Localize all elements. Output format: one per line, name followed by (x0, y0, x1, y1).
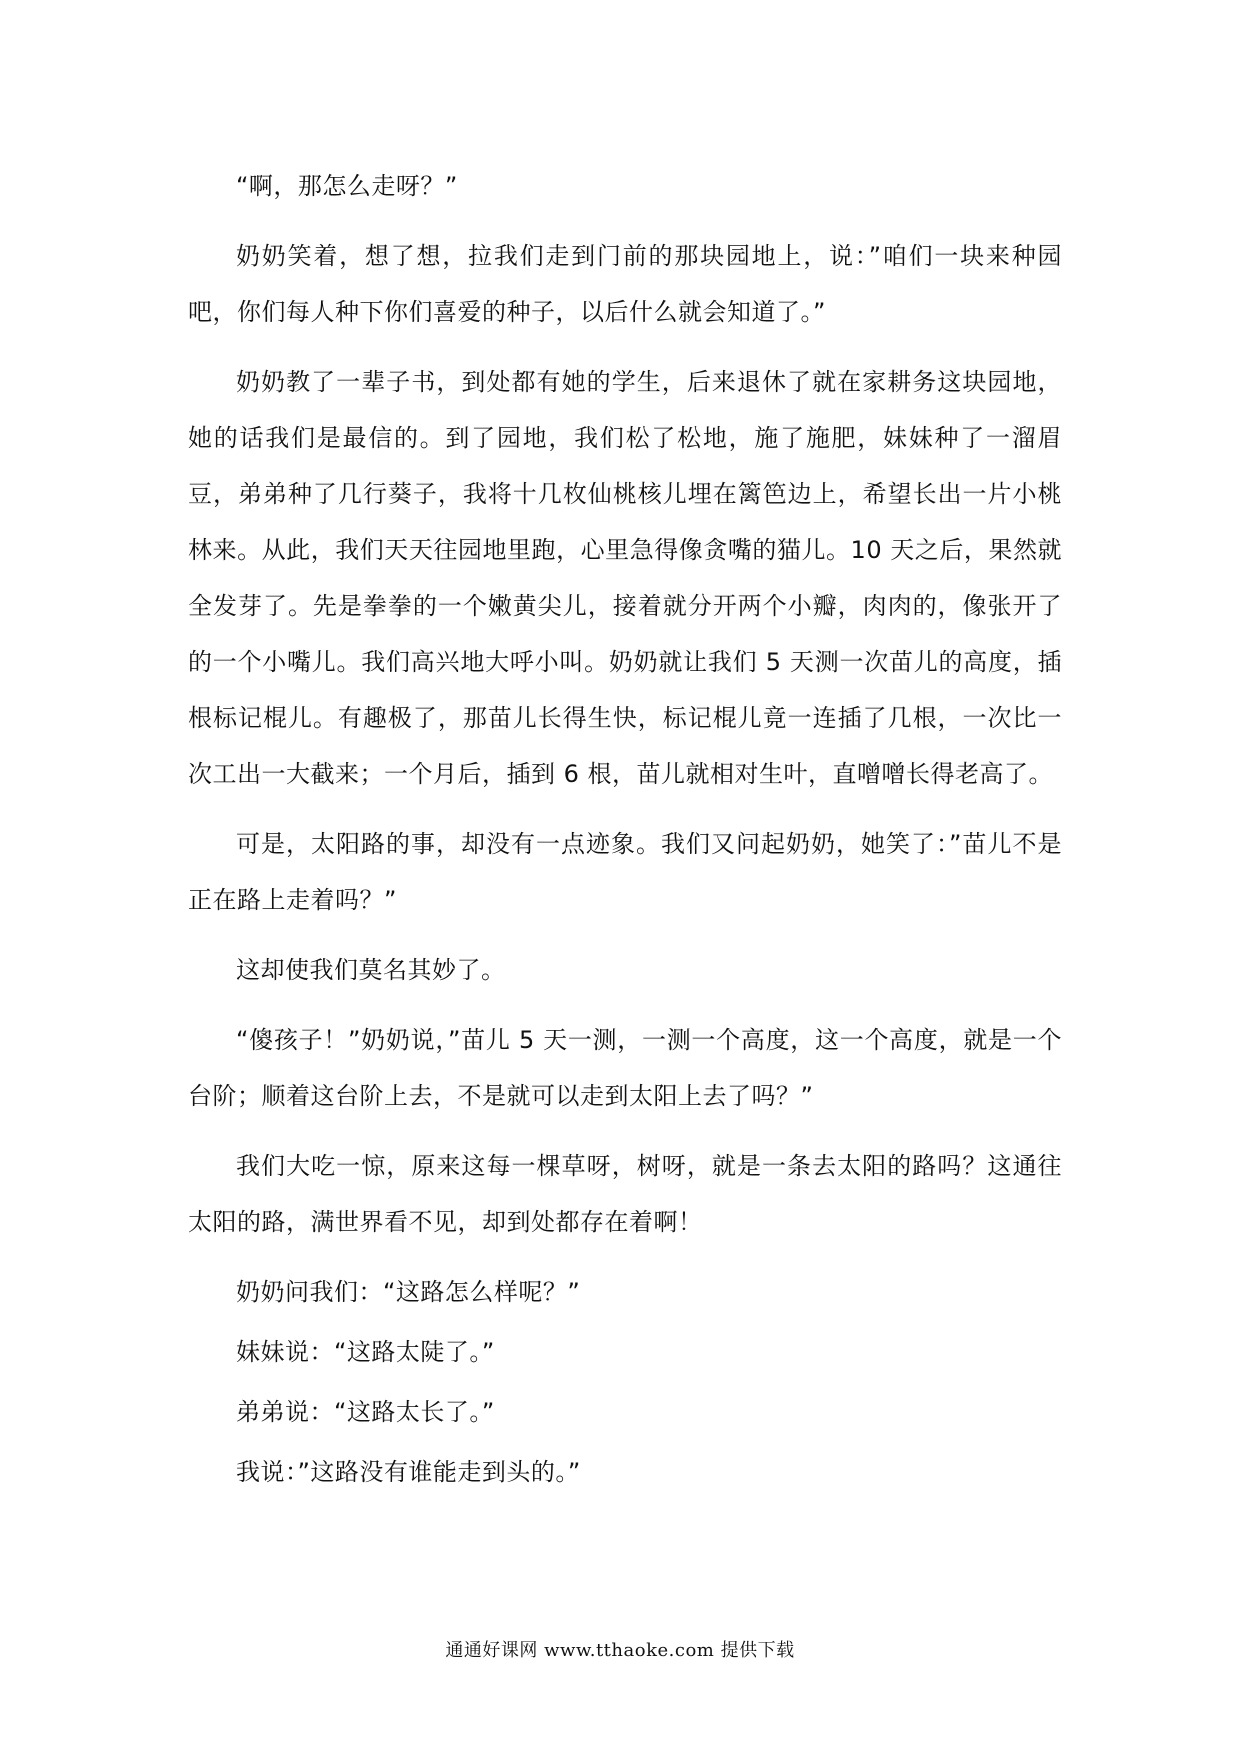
paragraph-8: 奶奶问我们：“这路怎么样呢？” (236, 1278, 581, 1306)
document-body (188, 158, 1062, 1504)
paragraph-7: 我们大吃一惊，原来这每一棵草呀，树呀，就是一条去太阳的路吗？这通往太阳的路，满世界看不见，却到处都存在着啊！ (188, 1152, 1062, 1236)
page-footer: 通通好课网 www.tthaoke.com 提供下载 (445, 1640, 795, 1661)
paragraph-4: 可是，太阳路的事，却没有一点迹象。我们又问起奶奶，她笑了：”苗儿不是正在路上走着吗？” (188, 830, 1062, 914)
paragraph-11: 我说：”这路没有谁能走到头的。” (236, 1458, 581, 1486)
paragraph-9: 妹妹说：“这路太陡了。” (236, 1338, 495, 1366)
paragraph-2: 奶奶笑着，想了想，拉我们走到门前的那块园地上，说：”咱们一块来种园吧，你们每人种下你们喜爱的种子，以后什么就会知道了。” (188, 242, 1062, 326)
paragraph-3: 奶奶教了一辈子书，到处都有她的学生，后来退休了就在家耕务这块园地，她的话我们是最信的。到了园地，我们松了松地，施了施肥，妹妹种了一溜眉豆，弟弟种了几行葵子，我将十几枚仙桃核儿埋在篱笆边上，希望长出一片小桃林来。从此，我们天天往园地里跑，心里急得像贪嘴的猫儿。10 天之后，果然就全发芽了。先是拳拳的一个嫩黄尖儿，接着就分开两个小瓣，肉肉的，像张开了的一个小嘴儿。我们高兴地大呼小叫。奶奶就让我们 5 天测一次苗儿的高度，插根标记棍儿。有趣极了，那苗儿长得生快，标记棍儿竟一连插了几根，一次比一次工出一大截来；一个月后，插到 6 根，苗儿就相对生叶，直噌噌长得老高了。 (188, 368, 1062, 788)
paragraph-6: “傻孩子！”奶奶说，”苗儿 5 天一测，一测一个高度，这一个高度，就是一个台阶；顺着这台阶上去，不是就可以走到太阳上去了吗？” (188, 1026, 1062, 1110)
paragraph-1: “啊，那怎么走呀？” (236, 172, 458, 200)
paragraph-5: 这却使我们莫名其妙了。 (236, 956, 506, 984)
paragraph-10: 弟弟说：“这路太长了。” (236, 1398, 495, 1426)
